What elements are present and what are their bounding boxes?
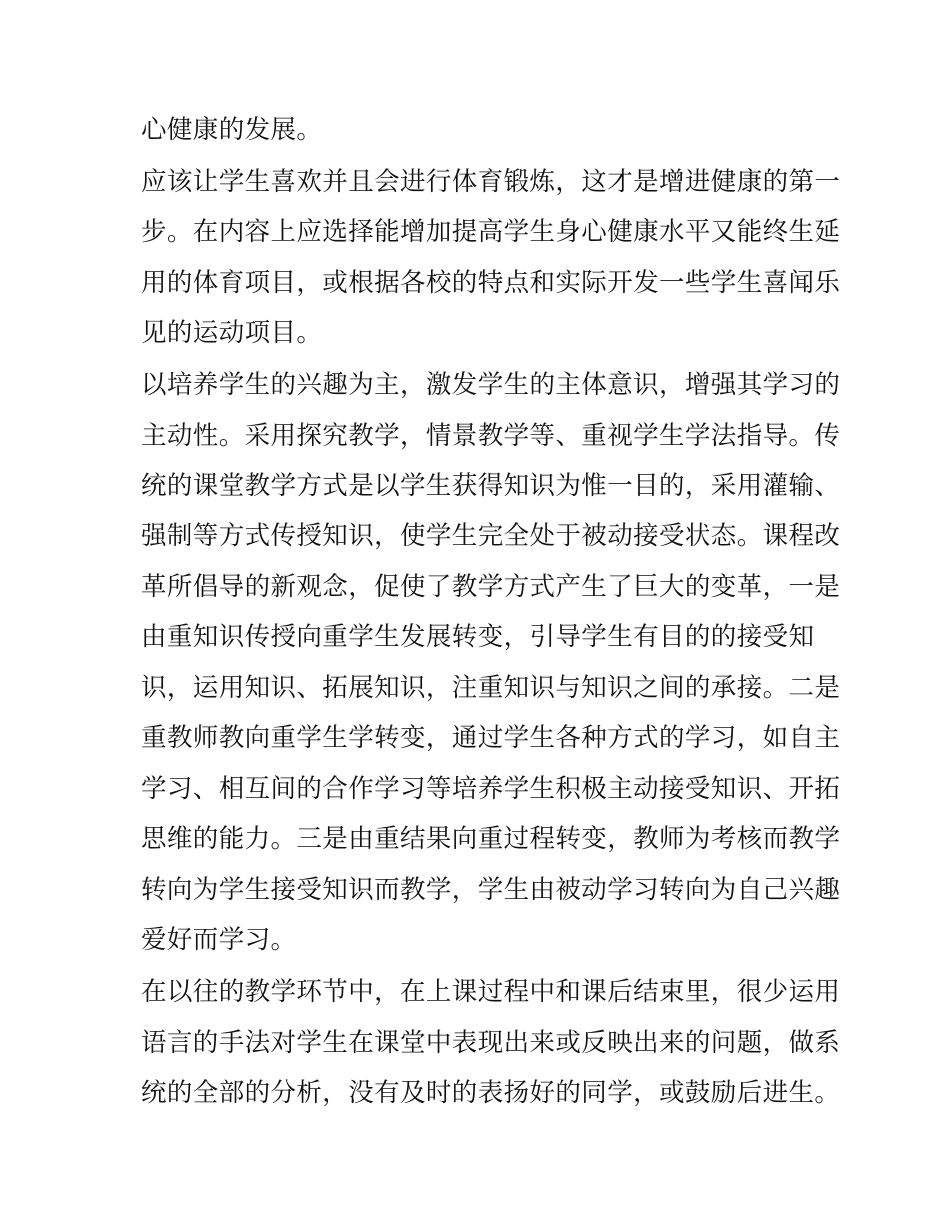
text-line: 爱好而学习。	[141, 925, 297, 955]
text-line: 转向为学生接受知识而教学，学生由被动学习转向为自己兴趣	[141, 875, 841, 905]
text-line: 以培养学生的兴趣为主，激发学生的主体意识，增强其学习的	[141, 370, 841, 400]
text-line: 语言的手法对学生在课堂中表现出来或反映出来的问题，做系	[141, 1028, 841, 1058]
text-line: 强制等方式传授知识，使学生完全处于被动接受状态。课程改	[141, 521, 841, 551]
text-line: 见的运动项目。	[141, 318, 323, 348]
text-line: 步。在内容上应选择能增加提高学生身心健康水平又能终生延	[141, 217, 841, 247]
text-line: 思维的能力。三是由重结果向重过程转变，教师为考核而教学	[141, 824, 841, 854]
text-line: 用的体育项目，或根据各校的特点和实际开发一些学生喜闻乐	[141, 268, 841, 298]
text-line: 革所倡导的新观念，促使了教学方式产生了巨大的变革，一是	[141, 572, 841, 602]
text-line: 学习、相互间的合作学习等培养学生积极主动接受知识、开拓	[141, 774, 841, 804]
text-line: 心健康的发展。	[141, 115, 323, 145]
text-line: 识，运用知识、拓展知识，注重知识与知识之间的承接。二是	[141, 673, 841, 703]
text-line: 应该让学生喜欢并且会进行体育锻炼，这才是增进健康的第一	[141, 167, 841, 197]
text-line: 由重知识传授向重学生发展转变，引导学生有目的的接受知	[141, 622, 815, 652]
text-line: 统的全部的分析，没有及时的表扬好的同学，或鼓励后进生。	[141, 1078, 841, 1108]
text-line: 重教师教向重学生学转变，通过学生各种方式的学习，如自主	[141, 723, 841, 753]
text-line: 主动性。采用探究教学，情景教学等、重视学生学法指导。传	[141, 421, 841, 451]
text-line: 在以往的教学环节中，在上课过程中和课后结束里，很少运用	[141, 977, 841, 1007]
text-line: 统的课堂教学方式是以学生获得知识为惟一目的，采用灌输、	[141, 471, 841, 501]
